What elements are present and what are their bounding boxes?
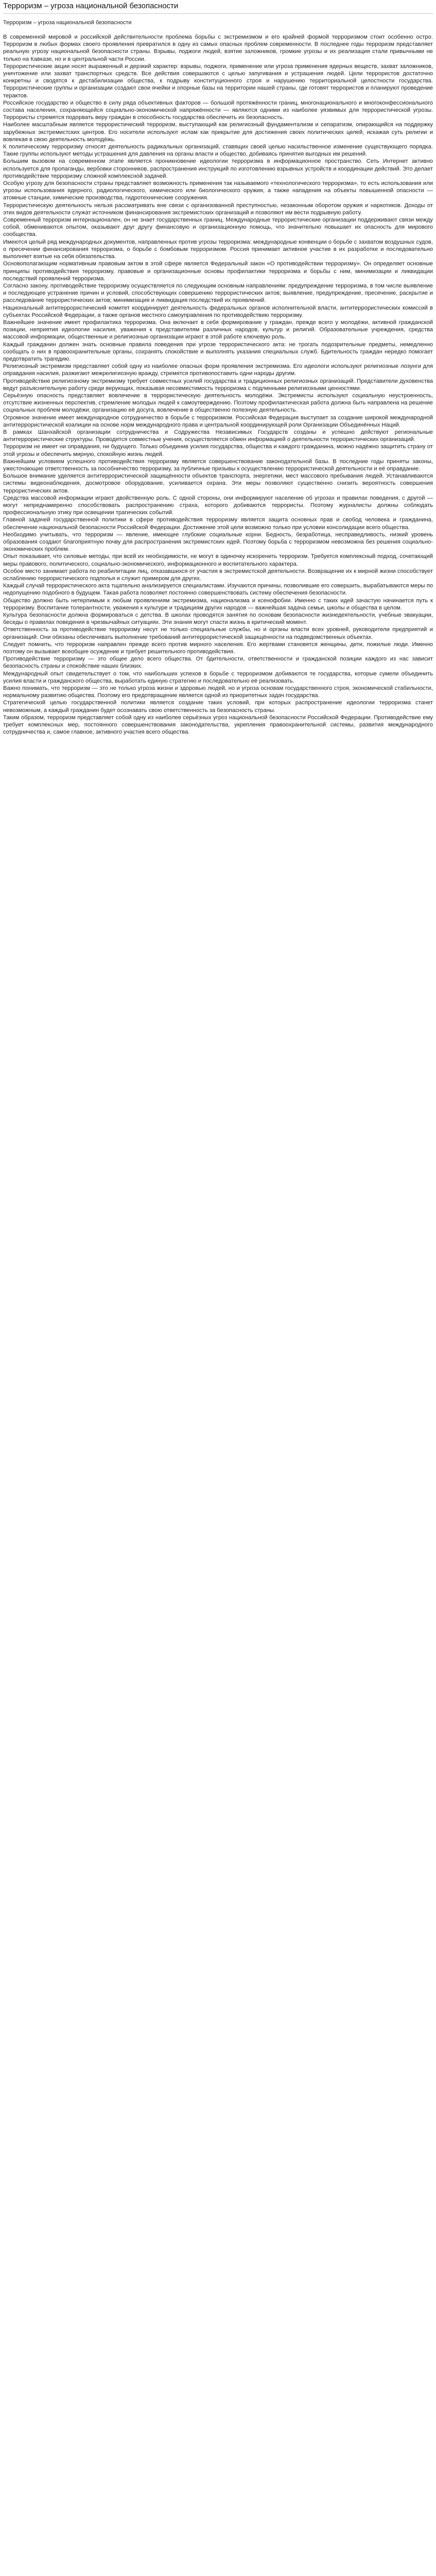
article-paragraph: Каждый случай террористического акта тщательно анализируется специалистами. Изучаются причины, позволившие его совершить, вырабатываются меры по недопущению подобного в будущем. Такая работа позволяет постоянно совершенствовать систему обеспечения безопасности.: [3, 583, 433, 597]
article-paragraph: Культура безопасности должна формироваться с детства. В школах проводятся занятия по основам безопасности жизнедеятельности, учебные эвакуации, беседы о правилах поведения в чрезвычайных ситуациях. Эти знания могут спасти жизнь в критический момент.: [3, 612, 433, 626]
article-paragraph: К политическому терроризму относят деятельность радикальных организаций, ставящих своей целью насильственное изменение существующего порядка. Такие группы используют методы устрашения для давления на органы власти и общество, добиваясь принятия выгодных им решений.: [3, 144, 433, 158]
article-paragraph: Опыт показывает, что силовые методы, при всей их необходимости, не могут в одиночку искоренить терроризм. Требуется комплексный подход, сочетающий меры правового, политического, социально-экономического, информационного и воспитательного характера.: [3, 553, 433, 567]
article-paragraph: Большое внимание уделяется антитеррористической защищённости объектов транспорта, энергетики, мест массового пребывания людей. Устанавливаются системы видеонаблюдения, досмотровое оборудование, усиливается охрана. Эти меры позволяют существенно снизить вероятность совершения террористических актов.: [3, 473, 433, 494]
article-paragraph: Стратегической целью государственной политики является создание таких условий, при которых распространение идеологии терроризма станет невозможным, а каждый гражданин будет осознавать свою ответственность за безопасность страны.: [3, 700, 433, 714]
article-paragraph: В рамках Шанхайской организации сотрудничества и Содружества Независимых Государств созданы и успешно действуют региональные антитеррористические структуры. Проводятся совместные учения, осуществляется обмен информацией о деятельности террористических организаций.: [3, 429, 433, 443]
article-paragraph: Террористическую деятельность нельзя рассматривать вне связи с организованной преступностью, незаконным оборотом оружия и наркотиков. Доходы от этих видов деятельности служат источником финансирования экстремистских организаций и позволяют им вести подрывную работу.: [3, 202, 433, 216]
article-paragraph: Каждый гражданин должен знать основные правила поведения при угрозе террористического акта: не трогать подозрительные предметы, немедленно сообщать о них в правоохранительные органы, сохранять спокойствие и выполнять указания специальных служб. Бдительность граждан нередко помогает предотвратить трагедию.: [3, 341, 433, 362]
article-paragraph: Следует помнить, что терроризм направлен прежде всего против мирного населения. Его жертвами становятся женщины, дети, пожилые люди. Именно поэтому он вызывает всеобщее осуждение и требует решительного противодействия.: [3, 641, 433, 655]
article-subtitle: Терроризм – угроза национальной безопасности: [3, 20, 132, 26]
article-paragraph: Наиболее масштабным является террористический терроризм, выступающий как религиозный фундаментализм и сепаратизм, опирающийся на поддержку зарубежных экстремистских центров. Его носители используют ислам как прикрытие для достижения своих политических целей, искажая суть религии и вовлекая в свою деятельность молодёжь.: [3, 122, 433, 143]
article-paragraph: Имеются целый ряд международных документов, направленных против угрозы терроризма: международные конвенции о борьбе с захватом воздушных судов, о пресечении финансирования терроризма, о борьбе с бомбовым терроризмом. Россия принимает активное участие в их разработке и последовательно выполняет взятые на себя обязательства.: [3, 239, 433, 260]
article-paragraph: Особое место занимает работа по реабилитации лиц, отказавшихся от участия в экстремистской деятельности. Возвращение их к мирной жизни способствует ослаблению террористического подполья и служит примером для других.: [3, 568, 433, 582]
article-paragraph: Особую угрозу для безопасности страны представляет возможность применения так называемого «технологического терроризма», то есть использования или угрозы использования ядерного, радиологического, химического или биологического оружия, а также нападения на объекты повышенной опасности — атомные станции, химические производства, гидротехнические сооружения.: [3, 180, 433, 201]
article-paragraph: Международный опыт свидетельствует о том, что наибольших успехов в борьбе с терроризмом добиваются те государства, которые сумели объединить усилия власти и гражданского общества, выработать единую стратегию и последовательно её реализовать.: [3, 670, 433, 684]
article-paragraph: Религиозный экстремизм представляет собой одну из наиболее опасных форм проявления экстремизма. Его идеологи используют религиозные лозунги для оправдания насилия, разжигают межрелигиозную вражду, стремятся противопоставить одни народы другим.: [3, 363, 433, 377]
article-paragraph: Национальный антитеррористический комитет координирует деятельность федеральных органов исполнительной власти, антитеррористических комиссий в субъектах Российской Федерации, а также органов местного самоуправления по противодействию терроризму.: [3, 304, 433, 318]
article-body: [3, 33, 433, 736]
article-paragraph: Терроризм не имеет ни оправдания, ни будущего. Только объединив усилия государства, общества и каждого гражданина, можно надёжно защитить страну от этой угрозы и обеспечить мирную, спокойную жизнь людей.: [3, 444, 433, 457]
page-title: Терроризм – угроза национальной безопасности: [3, 2, 179, 10]
article-paragraph: Российское государство и общество в силу ряда объективных факторов — большой протяжённости границ, многонационального и многоконфессионального состава населения, сохраняющейся социально-экономической напряжённости — являются одними из наиболее уязвимых для террористической угрозы. Террористы стремятся подорвать веру граждан в способность государства обеспечить их безопасность.: [3, 99, 433, 121]
article-paragraph: Огромное значение имеет международное сотрудничество в борьбе с терроризмом. Российская Федерация выступает за создание широкой международной антитеррористической коалиции на основе норм международного права и центральной координирующей роли Организации Объединённых Наций.: [3, 414, 433, 428]
article-paragraph: В современной мировой и российской действительности проблема борьбы с экстремизмом и его крайней формой терроризмом стоит особенно остро. Терроризм в любых формах своего проявления превратился в одну из самых опасных проблем современности. В последнее годы терроризм представляет реальную угрозу национальной безопасности страны. Взрывы, поджоги людей, взятие заложников, громкие угрозы и их реализация стали привычными не только на Кавказе, но и в центральной части России.: [3, 34, 433, 62]
article-paragraph: Современный терроризм интернационален, он не знает государственных границ. Международные террористические организации поддерживают связи между собой, обмениваются опытом, оказывают друг другу финансовую и организационную помощь, что значительно повышает их опасность для мирового сообщества.: [3, 217, 433, 238]
article-paragraph: Таким образом, терроризм представляет собой одну из наиболее серьёзных угроз национальной безопасности Российской Федерации. Противодействие ему требует комплексных мер, постоянного совершенствования законодательства, укрепления правоохранительной системы, развития международного сотрудничества и, самое главное, активного участия всего общества.: [3, 714, 433, 736]
article-paragraph: Главной задачей государственной политики в сфере противодействия терроризму является защита основных прав и свобод человека и гражданина, обеспечение национальной безопасности Российской Федерации. Достижение этой цели возможно только при условии консолидации всего общества.: [3, 517, 433, 531]
article-paragraph: Большим вызовом на современном этапе является проникновение идеологии терроризма в информационное пространство. Сеть Интернет активно используется для пропаганды, вербовки сторонников, распространения инструкций по изготовлению взрывных устройств и координации действий. Это делает противодействие терроризму сложной комплексной задачей.: [3, 158, 433, 179]
article-paragraph: Террористические акции носят выраженный и дерзкий характер: взрывы, поджоги, применение или угроза применения ядерных веществ, захват заложников, уничтожение или захват транспортных средств. Все действия совершаются с целью запугивания и устрашения людей. Цели террористов достаточно конкретны и сводятся к дестабилизации общества, к подрыву конституционного строя и нарушению территориальной целостности государства. Террористические группы и организации создают свои ячейки и опорные базы на территории нашей страны, где готовят террористов и планируют проведение терактов.: [3, 63, 433, 99]
article-paragraph: Основополагающим нормативным правовым актом в этой сфере является Федеральный закон «О противодействии терроризму». Он определяет основные принципы противодействия терроризму, правовые и организационные основы профилактики терроризма и борьбы с ним, минимизации и ликвидации последствий проявлений терроризма.: [3, 261, 433, 282]
article-paragraph: Важнейшее значение имеет профилактика терроризма. Она включает в себя формирование у граждан, прежде всего у молодёжи, активной гражданской позиции, неприятия идеологии насилия, уважения к представителям различных народов, культур и религий. Образовательные учреждения, средства массовой информации, общественные и религиозные организации играют в этой работе ключевую роль.: [3, 319, 433, 341]
article-paragraph: Общество должно быть нетерпимым к любым проявлениям экстремизма, национализма и ксенофобии. Именно с таких идей зачастую начинается путь к терроризму. Воспитание толерантности, уважения к культуре и традициям других народов — важнейшая задача семьи, школы и общества в целом.: [3, 597, 433, 611]
article-paragraph: Важно понимать, что терроризм — это не только угроза жизни и здоровью людей, но и угроза основам государственного строя, экономической стабильности, нормальному развитию общества. Поэтому его предотвращение является одной из приоритетных задач государства.: [3, 685, 433, 699]
article-paragraph: Ответственность за противодействие терроризму несут не только специальные службы, но и органы власти всех уровней, руководители предприятий и организаций. Они обязаны обеспечивать выполнение требований антитеррористической защищённости на подведомственных объектах.: [3, 626, 433, 640]
article-paragraph: Противодействие религиозному экстремизму требует совместных усилий государства и традиционных религиозных организаций. Представители духовенства ведут разъяснительную работу среди верующих, показывая несовместимость терроризма с подлинными религиозными ценностями.: [3, 378, 433, 392]
article-paragraph: Важнейшим условием успешного противодействия терроризму является совершенствование законодательной базы. В последние годы приняты законы, ужесточающие ответственность за пособничество терроризму, за публичные призывы к осуществлению террористической деятельности и её оправдание.: [3, 458, 433, 472]
article-paragraph: Средства массовой информации играют двойственную роль. С одной стороны, они информируют население об угрозах и правилах поведения, с другой — могут непреднамеренно способствовать распространению страха, которого добиваются террористы. Поэтому журналисты должны соблюдать профессиональную этику при освещении трагических событий.: [3, 495, 433, 516]
title-divider: [3, 13, 433, 14]
article-paragraph: Серьёзную опасность представляет вовлечение в террористическую деятельность молодёжи. Экстремисты используют социальную неустроенность, отсутствие жизненных перспектив, стремление молодых людей к самоутверждению. Поэтому профилактическая работа должна быть направлена на решение социальных проблем молодёжи, организацию её досуга, вовлечение в общественно полезную деятельность.: [3, 392, 433, 414]
article-paragraph: Согласно закону, противодействие терроризму осуществляется по следующим основным направлениям: предупреждение терроризма, в том числе выявление и последующее устранение причин и условий, способствующих совершению террористических актов; выявление, предупреждение, пресечение, раскрытие и расследование террористических актов; минимизация и ликвидация последствий их проявлений.: [3, 282, 433, 304]
article-paragraph: Необходимо учитывать, что терроризм — явление, имеющее глубокие социальные корни. Бедность, безработица, несправедливость, низкий уровень образования создают благоприятную почву для распространения экстремистских идей. Поэтому борьба с терроризмом невозможна без решения социально-экономических проблем.: [3, 531, 433, 553]
article-paragraph: Противодействие терроризму — это общее дело всего общества. От бдительности, ответственности и гражданской позиции каждого из нас зависит безопасность страны и спокойствие наших близких.: [3, 656, 433, 670]
